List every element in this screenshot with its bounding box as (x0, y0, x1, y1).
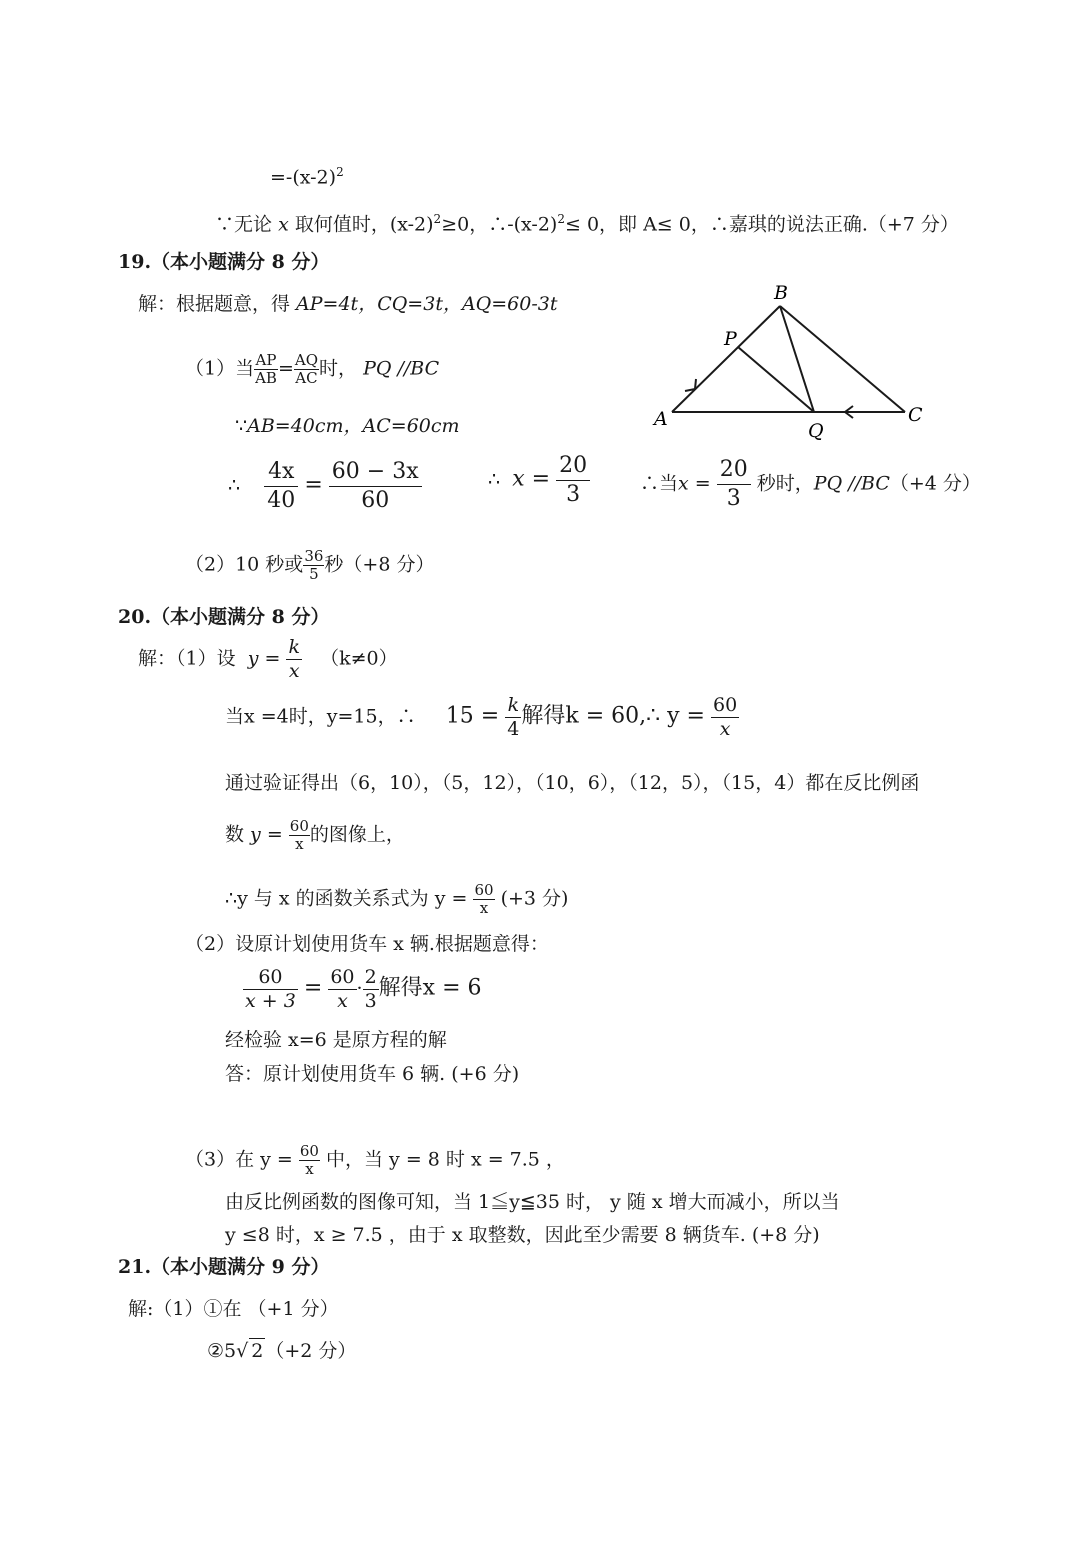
q20-part2-setup: （2）设原计划使用货车 x 辆.根据题意得： (185, 933, 549, 955)
fraction-aq-ac: $\frac{AQ}{AC}$ (294, 351, 319, 387)
q20-verify-line2: 数 y = $\frac{60}{x}$ 的图像上， (225, 817, 405, 853)
label-c: C (908, 404, 923, 426)
q21-part1-a: 解:（1）①在 （+1 分） (128, 1298, 339, 1320)
q20-verify-line1: 通过验证得出（6，10），（5，12），（10，6），（12，5），（15，4）都在反比例函 (225, 772, 920, 794)
q20-heading: 20.（本小题满分 8 分） (118, 606, 330, 628)
arrow-on-ab (685, 379, 696, 391)
q19-part2: （2）10 秒或 $\frac{36}{5}$ 秒（+8 分） (185, 547, 435, 583)
expr-line-1: $=-(x-2)^2$ (270, 165, 344, 189)
fraction-ap-ab: $\frac{AP}{AB}$ (255, 351, 277, 387)
q20-part3-line3: y ≤8 时，x ≥ 7.5 ，由于 x 取整数，因此至少需要 8 辆货车. (+8 分) (225, 1224, 820, 1246)
q20-part3-line2: 由反比例函数的图像可知，当 1≦y≦35 时， y 随 x 增大而减小，所以当 (225, 1191, 840, 1213)
label-b: B (774, 282, 788, 304)
q19-part1-condition: （1）当 $\frac{AP}{AB}$ = $\frac{AQ}{AC}$ 时， PQ //BC (185, 351, 440, 387)
q20-answer: 答：原计划使用货车 6 辆. (+6 分) (225, 1063, 520, 1085)
q19-intro: 解：根据题意，得 AP=4t，CQ=3t，AQ=60-3t (138, 293, 558, 315)
q21-heading: 21.（本小题满分 9 分） (118, 1256, 330, 1278)
q20-check: 经检验 x=6 是原方程的解 (225, 1029, 447, 1051)
q19-conclusion: ∴当x = $\frac{20}{3}$ 秒时，PQ //BC（+4 分） (640, 457, 981, 511)
segment-bq (780, 306, 814, 412)
q20-part2-equation: $\frac{60}{x + 3}$ = $\frac{60}{x}$ · $\frac{2}{3}$ 解得x = 6 (245, 966, 482, 1012)
sqrt-icon: √ (236, 1340, 249, 1362)
triangle-diagram (640, 275, 940, 450)
q20-solve-k: 当x =4时，y=15，∴ 15 = $\frac{k}{4}$ 解得k = 60,∴ y = $\frac{60}{x}$ (225, 694, 738, 740)
label-q: Q (808, 420, 824, 442)
label-a: A (654, 408, 668, 430)
side-bc (780, 306, 905, 412)
q20-setup: 解：（1）设 y = $\frac{k}{x}$ （k≠0） (138, 636, 398, 682)
q19-equation: ∴ $\frac{4x}{40}$ = $\frac{60 - 3x}{60}$ (228, 458, 422, 515)
q20-relation: ∴y 与 x 的函数关系式为 y = $\frac{60}{x}$ (+3 分) (225, 881, 569, 917)
side-ab (672, 306, 780, 412)
q21-part1-b: ②5√ 2 （+2 分） (207, 1340, 357, 1362)
conclusion-line-q18: ∵无论 x 取何值时，$(x-2)^2\ge 0$，$\therefore-(x-2)^2\le 0$，即 A≤ 0，∴嘉琪的说法正确.（+7 分） (215, 212, 959, 236)
q20-part3: （3）在 y = $\frac{60}{x}$ 中，当 y = 8 时 x = 7.5 ， (185, 1142, 565, 1178)
q19-given-lengths: ∵AB=40cm，AC=60cm (235, 415, 460, 437)
q19-solution-x: ∴ x = $\frac{20}{3}$ (488, 452, 590, 509)
label-p: P (724, 328, 737, 350)
q19-heading: 19.（本小题满分 8 分） (118, 251, 330, 273)
